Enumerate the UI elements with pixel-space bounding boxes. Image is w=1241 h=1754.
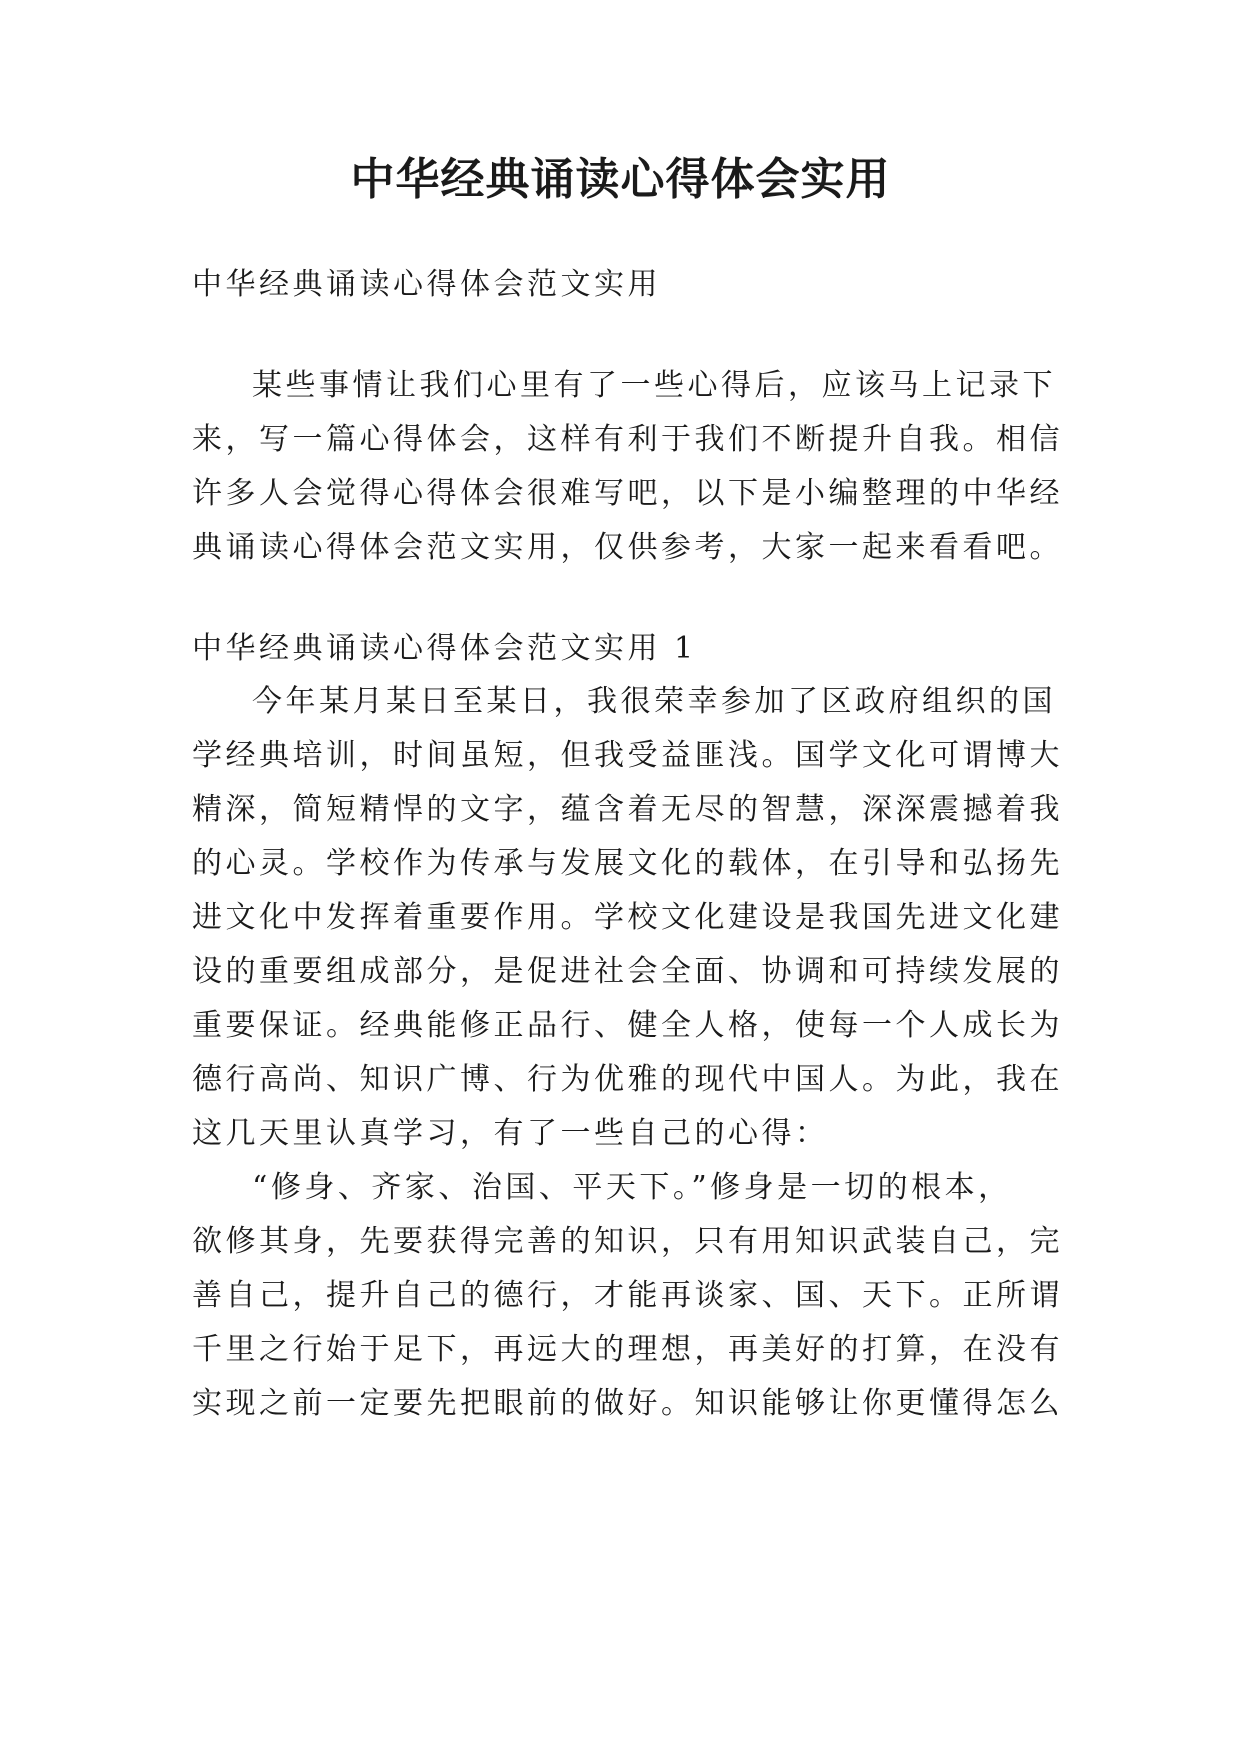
body-line: 今年某月某日至某日，我很荣幸参加了区政府组织的国 [252, 684, 1056, 719]
intro-line: 来，写一篇心得体会，这样有利于我们不断提升自我。相信 [192, 422, 1063, 457]
body-line: 进文化中发挥着重要作用。学校文化建设是我国先进文化建 [192, 900, 1063, 935]
body-line: 德行高尚、知识广博、行为优雅的现代中国人。为此，我在 [192, 1062, 1063, 1097]
section-heading: 中华经典诵读心得体会范文实用 1 [192, 631, 697, 666]
body-line: 这几天里认真学习，有了一些自己的心得： [192, 1116, 829, 1151]
quote-line: 善自己，提升自己的德行，才能再谈家、国、天下。正所谓 [192, 1278, 1063, 1313]
intro-line: 某些事情让我们心里有了一些心得后，应该马上记录下 [252, 368, 1056, 403]
quote-line: “修身、齐家、治国、平天下。”修身是一切的根本， [252, 1170, 1012, 1205]
document-subtitle: 中华经典诵读心得体会范文实用 [192, 267, 661, 302]
body-line: 学经典培训，时间虽短，但我受益匪浅。国学文化可谓博大 [192, 738, 1063, 773]
intro-line: 许多人会觉得心得体会很难写吧，以下是小编整理的中华经 [192, 476, 1063, 511]
intro-line: 典诵读心得体会范文实用，仅供参考，大家一起来看看吧。 [192, 530, 1063, 565]
document-title: 中华经典诵读心得体会实用 [350, 154, 891, 205]
body-line: 精深，简短精悍的文字，蕴含着无尽的智慧，深深震撼着我 [192, 792, 1063, 827]
quote-line: 千里之行始于足下，再远大的理想，再美好的打算，在没有 [192, 1332, 1063, 1367]
quote-line: 实现之前一定要先把眼前的做好。知识能够让你更懂得怎么 [192, 1386, 1063, 1421]
quote-line: 欲修其身，先要获得完善的知识，只有用知识武装自己，完 [192, 1224, 1063, 1259]
body-line: 重要保证。经典能修正品行、健全人格，使每一个人成长为 [192, 1008, 1063, 1043]
body-line: 的心灵。学校作为传承与发展文化的载体，在引导和弘扬先 [192, 846, 1063, 881]
body-line: 设的重要组成部分，是促进社会全面、协调和可持续发展的 [192, 954, 1063, 989]
